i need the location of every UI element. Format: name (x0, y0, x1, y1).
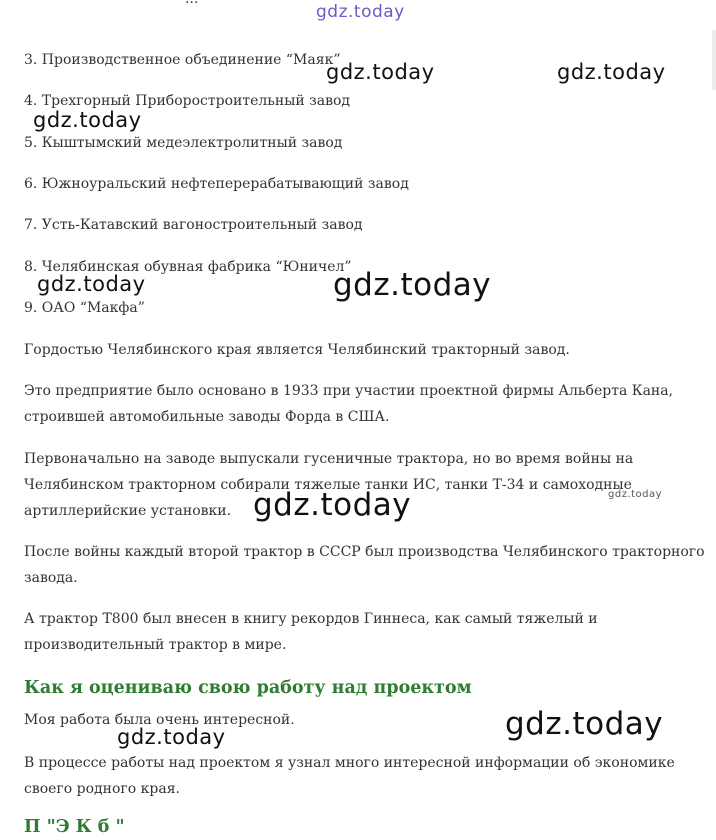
list-item: 7. Усть-Катавский вагоностроительный завод (24, 217, 363, 233)
cut-off-text-top (185, 0, 198, 12)
list-item: 8. Челябинская обувная фабрика “Юничел” (24, 259, 352, 275)
list-item: 5. Кыштымский медеэлектролитный завод (24, 135, 343, 151)
paragraph-learned-line-2: своего родного края. (24, 781, 180, 797)
paragraph-postwar-line-2: завода. (24, 570, 78, 586)
paragraph-tractor-plant: Гордостью Челябинского края является Челябинский тракторный завод. (24, 342, 570, 358)
paragraph-learned-line-1: В процессе работы над проектом я узнал много интересной информации об экономике (24, 755, 675, 771)
watermark: gdz.today (505, 706, 664, 742)
paragraph-self-assessment: Моя работа была очень интересной. (24, 712, 295, 728)
paragraph-war-line-3: артиллерийские установки. (24, 503, 232, 519)
list-item: 9. ОАО “Макфа” (24, 300, 145, 316)
watermark: gdz.today (37, 272, 146, 296)
watermark: gdz.today (117, 725, 226, 749)
next-section-heading-cut: П "Э К б " (24, 817, 125, 837)
paragraph-war-line-2: Челябинском тракторном собирали тяжелые танки ИС, танки Т-34 и самоходные (24, 477, 632, 493)
watermark: gdz.today (253, 487, 412, 523)
list-item: 6. Южноуральский нефтеперерабатывающий завод (24, 176, 409, 192)
list-item: 3. Производственное объединение “Маяк” (24, 52, 341, 68)
watermark: gdz.today (333, 267, 492, 303)
watermark: gdz.today (608, 489, 663, 500)
watermark: gdz.today (316, 2, 405, 22)
scroll-edge-rule (712, 30, 716, 90)
list-item: 4. Трехгорный Приборостроительный завод (24, 93, 351, 109)
watermark: gdz.today (33, 108, 142, 132)
watermark: gdz.today (326, 60, 435, 84)
paragraph-war-line-1: Первоначально на заводе выпускали гусеничные трактора, но во время войны на (24, 451, 634, 467)
paragraph-t800-line-1: А трактор Т800 был внесен в книгу рекордов Гиннеса, как самый тяжелый и (24, 611, 598, 627)
paragraph-founding-line-2: строившей автомобильные заводы Форда в США. (24, 409, 390, 425)
watermark: gdz.today (557, 60, 666, 84)
paragraph-founding-line-1: Это предприятие было основано в 1933 при участии проектной фирмы Альберта Кана, (24, 383, 674, 399)
paragraph-t800-line-2: производительный трактор в мире. (24, 637, 287, 653)
section-heading: Как я оцениваю свою работу над проектом (24, 678, 472, 698)
paragraph-postwar-line-1: После войны каждый второй трактор в СССР был производства Челябинского тракторного (24, 544, 705, 560)
